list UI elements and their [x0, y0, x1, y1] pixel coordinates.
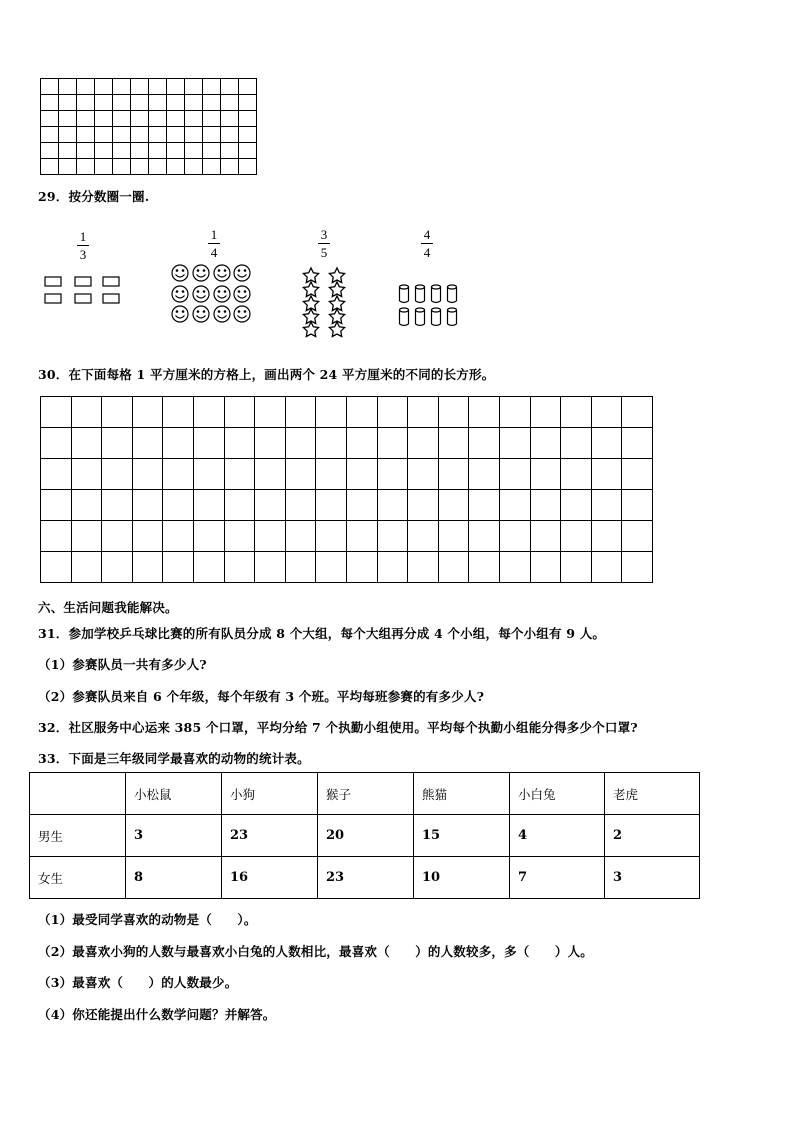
- grid-cell: [622, 397, 653, 428]
- table-row: [30, 857, 700, 899]
- grid-cell: [224, 552, 255, 583]
- q29-shapes: [0, 0, 794, 340]
- star-shapes: [303, 268, 344, 337]
- grid-cell: [622, 428, 653, 459]
- grid-cell: [591, 397, 622, 428]
- grid-cell: [163, 490, 194, 521]
- grid-cell: [346, 428, 377, 459]
- grid-cell: [41, 552, 72, 583]
- table-cell: 15: [414, 815, 510, 857]
- grid-cell: [469, 521, 500, 552]
- grid-cell: [132, 490, 163, 521]
- q33-sub3: （3）最喜欢（ ）的人数最少。: [38, 975, 238, 990]
- table-cell: 20: [318, 815, 414, 857]
- grid-cell: [132, 397, 163, 428]
- grid-cell: [377, 552, 408, 583]
- grid-cell: [285, 428, 316, 459]
- rectangle-shapes: [45, 277, 119, 303]
- grid-cell: [622, 521, 653, 552]
- grid-cell: [163, 397, 194, 428]
- grid-cell: [255, 490, 286, 521]
- grid-cell: [591, 490, 622, 521]
- grid-cell: [41, 459, 72, 490]
- grid-cell: [622, 459, 653, 490]
- grid-cell: [224, 459, 255, 490]
- q33-sub2: （2）最喜欢小狗的人数与最喜欢小白兔的人数相比，最喜欢（ ）的人数较多，多（ ）人。: [38, 944, 593, 959]
- grid-cell: [193, 490, 224, 521]
- table-header-row: [30, 773, 700, 815]
- q32-text: 32．社区服务中心运来 385 个口罩，平均分给 7 个执勤小组使用。平均每个执勤小组能分得多少个口罩?: [38, 720, 638, 735]
- row-label: 男生: [30, 815, 126, 857]
- table-cell: 2: [605, 815, 700, 857]
- q31-sub1: （1）参赛队员一共有多少人?: [38, 657, 207, 672]
- grid-cell: [561, 490, 592, 521]
- grid-cell: [469, 428, 500, 459]
- grid-cell: [71, 552, 102, 583]
- grid-cell: [377, 397, 408, 428]
- grid-cell: [71, 397, 102, 428]
- table-header-cell: 小白兔: [510, 773, 605, 815]
- grid-cell: [469, 552, 500, 583]
- grid-cell: [438, 397, 469, 428]
- fraction-denominator: 4: [423, 245, 431, 260]
- grid-cell: [530, 490, 561, 521]
- grid-cell: [224, 521, 255, 552]
- grid-cell: [591, 552, 622, 583]
- grid-cell: [530, 521, 561, 552]
- grid-cell: [71, 459, 102, 490]
- grid-cell: [41, 397, 72, 428]
- grid-cell: [132, 459, 163, 490]
- grid-cell: [591, 521, 622, 552]
- table-cell: 23: [318, 857, 414, 899]
- grid-cell: [41, 490, 72, 521]
- grid-cell: [346, 490, 377, 521]
- grid-cell: [499, 459, 530, 490]
- grid-cell: [41, 428, 72, 459]
- q33-sub1: （1）最受同学喜欢的动物是（ ）。: [38, 912, 257, 927]
- grid-cell: [316, 459, 347, 490]
- q30-text: 30．在下面每格 1 平方厘米的方格上，画出两个 24 平方厘米的不同的长方形。: [38, 367, 495, 382]
- q31-text: 31．参加学校乒乓球比赛的所有队员分成 8 个大组，每个大组再分成 4 个小组，每个小组有 9 人。: [38, 626, 606, 641]
- grid-cell: [561, 552, 592, 583]
- grid-cell: [469, 397, 500, 428]
- section6-title: 六、生活问题我能解决。: [38, 600, 178, 615]
- grid-cell: [285, 490, 316, 521]
- grid-cell: [102, 521, 133, 552]
- grid-cell: [285, 459, 316, 490]
- table-header-cell: 小松鼠: [126, 773, 222, 815]
- grid-cell: [408, 521, 439, 552]
- table-cell: 23: [222, 815, 318, 857]
- grid-cell: [346, 521, 377, 552]
- grid-cell: [224, 397, 255, 428]
- grid-cell: [561, 397, 592, 428]
- grid-cell: [346, 552, 377, 583]
- grid-cell: [193, 521, 224, 552]
- grid-cell: [561, 521, 592, 552]
- grid-cell: [408, 428, 439, 459]
- grid-cell: [377, 459, 408, 490]
- grid-cell: [163, 428, 194, 459]
- fraction-denominator: 5: [320, 245, 328, 260]
- table-cell: 4: [510, 815, 605, 857]
- q31-sub2: （2）参赛队员来自 6 个年级，每个年级有 3 个班。平均每班参赛的有多少人?: [38, 689, 485, 704]
- grid-cell: [316, 428, 347, 459]
- grid-cell: [408, 459, 439, 490]
- grid-cell: [591, 459, 622, 490]
- grid-cell: [285, 552, 316, 583]
- grid-cell: [438, 459, 469, 490]
- grid-cell: [71, 428, 102, 459]
- grid-cell: [224, 490, 255, 521]
- grid-cell: [438, 428, 469, 459]
- table-header-cell: 熊猫: [414, 773, 510, 815]
- table-header-cell: 小狗: [222, 773, 318, 815]
- grid-cell: [530, 552, 561, 583]
- grid-cell: [530, 397, 561, 428]
- fraction-numerator: 1: [210, 227, 218, 242]
- grid-cell: [316, 521, 347, 552]
- grid-cell: [499, 552, 530, 583]
- grid-cell: [408, 490, 439, 521]
- grid-cell: [163, 521, 194, 552]
- fraction-numerator: 4: [423, 227, 431, 242]
- grid-cell: [561, 428, 592, 459]
- grid-cell: [561, 459, 592, 490]
- table-cell: 7: [510, 857, 605, 899]
- grid-cell: [163, 459, 194, 490]
- grid-cell: [530, 459, 561, 490]
- table-cell: 8: [126, 857, 222, 899]
- grid-cell: [71, 490, 102, 521]
- grid-cell: [193, 552, 224, 583]
- grid-cell: [499, 428, 530, 459]
- grid-cell: [255, 397, 286, 428]
- grid-cell: [255, 552, 286, 583]
- large-grid: [40, 396, 653, 583]
- grid-cell: [346, 397, 377, 428]
- row-label: 女生: [30, 857, 126, 899]
- table-row: [30, 815, 700, 857]
- grid-cell: [193, 428, 224, 459]
- grid-cell: [438, 490, 469, 521]
- grid-cell: [255, 428, 286, 459]
- grid-cell: [499, 521, 530, 552]
- grid-cell: [255, 459, 286, 490]
- q33-text: 33．下面是三年级同学最喜欢的动物的统计表。: [38, 751, 310, 766]
- grid-cell: [622, 490, 653, 521]
- table-header-cell: 老虎: [605, 773, 700, 815]
- grid-cell: [469, 490, 500, 521]
- fraction-denominator: 3: [79, 247, 87, 262]
- grid-cell: [132, 428, 163, 459]
- grid-cell: [408, 552, 439, 583]
- cylinder-shapes: [400, 285, 457, 326]
- grid-cell: [132, 552, 163, 583]
- grid-cell: [377, 521, 408, 552]
- grid-cell: [469, 459, 500, 490]
- grid-cell: [438, 552, 469, 583]
- table-cell: 10: [414, 857, 510, 899]
- grid-cell: [377, 428, 408, 459]
- grid-cell: [346, 459, 377, 490]
- grid-cell: [102, 397, 133, 428]
- fraction-denominator: 4: [210, 245, 218, 260]
- grid-cell: [438, 521, 469, 552]
- grid-cell: [224, 428, 255, 459]
- grid-cell: [193, 397, 224, 428]
- grid-cell: [530, 428, 561, 459]
- grid-cell: [285, 397, 316, 428]
- grid-cell: [285, 521, 316, 552]
- smiley-shapes: [172, 265, 250, 322]
- grid-cell: [41, 521, 72, 552]
- grid-cell: [102, 552, 133, 583]
- fraction-numerator: 1: [79, 229, 87, 244]
- table-cell: 3: [126, 815, 222, 857]
- grid-cell: [132, 521, 163, 552]
- q33-sub4: （4）你还能提出什么数学问题？并解答。: [38, 1007, 276, 1022]
- grid-cell: [71, 521, 102, 552]
- grid-cell: [316, 397, 347, 428]
- grid-cell: [163, 552, 194, 583]
- grid-cell: [377, 490, 408, 521]
- grid-cell: [316, 490, 347, 521]
- grid-cell: [193, 459, 224, 490]
- grid-cell: [591, 428, 622, 459]
- fraction-numerator: 3: [320, 227, 328, 242]
- table-header-cell: [30, 773, 126, 815]
- table-header-cell: 猴子: [318, 773, 414, 815]
- grid-cell: [499, 397, 530, 428]
- table-cell: 3: [605, 857, 700, 899]
- q29-text: 29．按分数圈一圈.: [38, 189, 150, 204]
- table-cell: 16: [222, 857, 318, 899]
- grid-cell: [102, 428, 133, 459]
- animal-stats-table: [29, 772, 700, 899]
- grid-cell: [316, 552, 347, 583]
- grid-cell: [408, 397, 439, 428]
- grid-cell: [255, 521, 286, 552]
- grid-cell: [102, 490, 133, 521]
- grid-cell: [499, 490, 530, 521]
- grid-cell: [102, 459, 133, 490]
- grid-cell: [622, 552, 653, 583]
